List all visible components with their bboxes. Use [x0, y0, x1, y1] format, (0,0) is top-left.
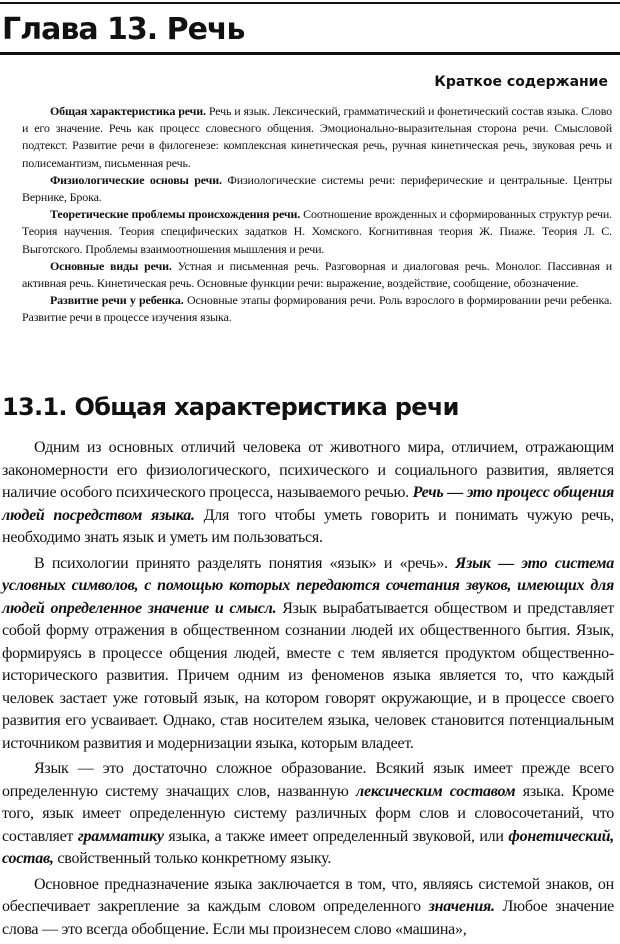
term-emphasis: фонетический, состав, [2, 827, 614, 867]
paragraph-text: В психологии принято разделять понятия «язык» и «речь». [34, 554, 456, 572]
top-rule [0, 2, 620, 4]
paragraph-text: языка, а также имеет определенный звуковой, или [163, 827, 509, 845]
summary-item-text: Устная и письменная речь. Разговорная и диалоговая речь. Монолог. Пассивная и активная речь. Кинетическая речь. Основные функции речи: выражение, воздействие, сообщение, обозначение. [22, 258, 612, 291]
paragraph-text: Основное предназначение языка заключается в том, что, являясь системой знаков, он обеспечивает закрепление за каждым словом определенного [2, 875, 614, 915]
summary-item [22, 258, 612, 292]
summary-item-term: Основные виды речи. [50, 258, 172, 273]
summary-item [22, 172, 612, 206]
paragraph-text: языка. Кроме того, язык имеет определенную систему различных форм слов и словосочетаний, что составляет [2, 782, 614, 845]
summary-item-term: Физиологические основы речи. [50, 172, 222, 187]
summary-item [22, 103, 612, 172]
term-emphasis: лексическим составом [356, 782, 516, 800]
paragraph-text: Для того чтобы уметь говорить и понимать чужую речь, необходимо знать язык и уметь им пользоваться. [2, 506, 614, 546]
summary-item-term: Развитие речи у ребенка. [50, 293, 184, 308]
summary-item [22, 206, 612, 258]
term-emphasis: грамматику [77, 827, 164, 845]
paragraph-text: Одним из основных отличий человека от животного мира, отличием, отражающим закономерности его физиологического, психического и социального развития, является наличие особого психического процесса, называемого речью. [2, 439, 614, 501]
summary-item-text: Соотношение врожденных и сформированных структур речи. Теория научения. Теория специфических задатков Н. Хомского. Когнитивная теория Ж. Пиаже. Теория Л. С. Выготского. Проблемы взаимоотношения мышления и речи. [22, 207, 612, 256]
summary-item-text: Физиологические системы речи: периферические и центральные. Центры Вернике, Брока. [22, 172, 613, 205]
paragraph [2, 874, 614, 942]
paragraph-text: Любое значение слова — это всегда обобщение. Если мы произнесем слово «машина», [2, 898, 614, 938]
summary-item-term: Теоретические проблемы происхождения речи. [50, 207, 301, 222]
paragraph [2, 758, 614, 871]
paragraph-text: Язык вырабатывается обществом и представляет собой форму отражения в общественном сознании людей их общественного бытия. Язык, формируясь в процессе общения людей, вместе с тем является продуктом общественно-исторического развития. Причем одним из феноменов языка является то, что каждый человек застает уже готовый язык, на котором говорят окружающие, и в процессе своего развития его усваивает. Однако, став носителем языка, человек становится потенциальным источником развития и модернизации языка, которым владеет. [2, 599, 614, 752]
chapter-title-underline [0, 52, 620, 55]
paragraph [2, 437, 614, 550]
definition-emphasis: Язык — это система условных символов, с помощью которых передаются сочетания звуков, имеющих для людей определенное значение и смысл. [2, 554, 614, 617]
summary-item-term: Общая характеристика речи. [50, 104, 206, 118]
summary-block [22, 103, 612, 327]
term-emphasis: значения. [428, 898, 495, 915]
definition-emphasis: Речь — это процесс общения людей посредством языка. [2, 484, 614, 524]
summary-item [22, 292, 612, 326]
section-body [2, 437, 614, 944]
paragraph-text: Язык — это достаточно сложное образование. Всякий язык имеет прежде всего определенную систему значащих слов, названную [2, 760, 614, 800]
summary-heading: Краткое содержание [434, 74, 608, 90]
summary-item-text: Речь и язык. Лексический, грамматический и фонетический состав языка. Слово и его значение. Речь как процесс словесного общения. Эмоционально-выразительная сторона речи. Смысловой подтекст. Развитие речи в филогенезе: комплексная кинетическая речь, ручная кинетическая речь, звуковая речь и полисемантизм, письменная речь. [22, 104, 612, 170]
summary-item-text: Основные этапы формирования речи. Роль взрослого в формировании речи ребенка. Развитие речи в процессе изучения языка. [22, 293, 612, 325]
paragraph [2, 553, 614, 756]
section-title: 13.1. Общая характеристика речи [2, 393, 459, 421]
chapter-title: Глава 13. Речь [2, 12, 245, 47]
paragraph-text: свойственный только конкретному языку. [53, 850, 332, 867]
